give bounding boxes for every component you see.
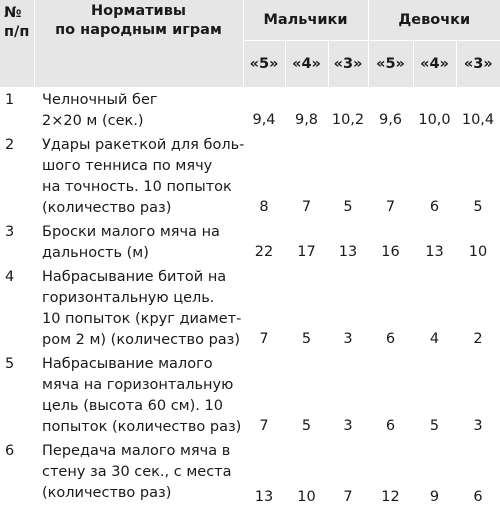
value-girls-3: 10	[468, 244, 488, 260]
header-norms-subtitle: по народным играм	[55, 22, 222, 38]
value-boys-3: 13	[338, 244, 358, 260]
value-boys-4: 9,8	[294, 112, 319, 128]
header-grade-girls-3: «3»	[456, 41, 500, 88]
description-line: горизонтальную цель.	[42, 290, 215, 306]
header-norms-title: Нормативы	[91, 3, 186, 19]
description-line: стену за 30 сек., с места	[42, 464, 232, 480]
row-description	[34, 351, 243, 438]
value-boys-4: 7	[301, 199, 312, 215]
table-row	[0, 438, 500, 509]
value-girls-3: 2	[473, 331, 483, 347]
value-boys-5: 22	[254, 244, 274, 260]
value-girls-4: 13	[425, 244, 444, 260]
value-girls-3: 5	[473, 199, 483, 215]
row-description	[34, 264, 243, 351]
value-girls-5: 12	[381, 489, 400, 505]
value-girls-4: 6	[429, 199, 440, 215]
table-row	[0, 132, 500, 219]
description-line: попыток (количество раз)	[42, 419, 242, 435]
value-girls-5: 6	[385, 418, 396, 434]
header-grade-girls-5: «5»	[368, 41, 413, 88]
value-boys-5: 9,4	[252, 112, 276, 128]
description-line: Набрасывание малого	[42, 356, 213, 372]
value-boys-4: 17	[297, 244, 316, 260]
value-girls-3: 3	[473, 418, 483, 434]
value-girls-4: 5	[429, 418, 440, 434]
header-grade-boys-4: «4»	[285, 41, 328, 88]
row-number: 6	[5, 443, 15, 459]
table-row	[0, 219, 500, 264]
header-norms-cell	[34, 0, 243, 87]
header-boys: Мальчики	[243, 0, 368, 41]
header-grade-girls-4: «4»	[413, 41, 456, 88]
description-line: ром 2 м) (количество раз)	[42, 332, 241, 348]
table-row	[0, 87, 500, 132]
table-row	[0, 351, 500, 438]
description-line: 2×20 м (сек.)	[42, 113, 144, 129]
value-boys-4: 5	[301, 418, 312, 434]
row-number: 4	[5, 269, 15, 285]
description-line: на точность. 10 попыток	[42, 179, 232, 195]
value-boys-5: 7	[259, 331, 269, 347]
row-number: 5	[5, 356, 15, 372]
value-boys-5: 8	[259, 199, 269, 215]
header-grade-boys-3: «3»	[328, 41, 368, 88]
value-boys-3: 3	[343, 418, 353, 434]
description-line: Броски малого мяча на	[42, 224, 220, 240]
description-line: Передача малого мяча в	[42, 443, 231, 459]
value-boys-3: 5	[343, 199, 353, 215]
value-girls-3: 10,4	[461, 112, 495, 128]
header-grade-boys-5: «5»	[243, 41, 285, 88]
table-body	[0, 87, 500, 509]
value-girls-5: 7	[385, 199, 396, 215]
value-girls-5: 6	[385, 331, 396, 347]
row-description	[34, 132, 243, 219]
row-description	[34, 87, 243, 132]
description-line: (количество раз)	[42, 485, 172, 501]
value-girls-5: 16	[381, 244, 400, 260]
description-line: шого тенниса по мячу	[42, 158, 213, 174]
row-description	[34, 438, 243, 509]
description-line: мяча на горизонтальную	[42, 377, 234, 393]
table-row	[0, 264, 500, 351]
value-boys-4: 10	[297, 489, 316, 505]
value-girls-3: 6	[473, 489, 483, 505]
value-girls-4: 9	[429, 489, 440, 505]
header-girls: Девочки	[368, 0, 500, 41]
description-line: дальность (м)	[42, 245, 149, 261]
value-boys-3: 10,2	[331, 112, 365, 128]
row-number: 2	[5, 137, 15, 153]
value-boys-5: 7	[259, 418, 269, 434]
value-girls-5: 9,6	[378, 112, 403, 128]
row-number: 3	[5, 224, 15, 240]
description-line: Челночный бег	[42, 92, 158, 108]
description-line: цель (высота 60 см). 10	[42, 398, 223, 414]
description-line: 10 попыток (круг диамет-	[42, 311, 242, 327]
row-number: 1	[5, 92, 15, 108]
description-line: (количество раз)	[42, 200, 172, 216]
header-number-symbol: №	[4, 5, 22, 21]
value-boys-4: 5	[301, 331, 312, 347]
description-line: Набрасывание битой на	[42, 269, 227, 285]
header-number-abbrev: п/п	[4, 24, 30, 40]
value-boys-5: 13	[254, 489, 274, 505]
value-boys-3: 7	[343, 489, 353, 505]
value-girls-4: 10,0	[418, 112, 451, 128]
value-girls-4: 4	[429, 331, 440, 347]
table-header	[0, 0, 500, 87]
row-description	[34, 219, 243, 264]
header-number-cell	[0, 0, 34, 87]
value-boys-3: 3	[343, 331, 353, 347]
description-line: Удары ракеткой для боль-	[42, 137, 245, 153]
